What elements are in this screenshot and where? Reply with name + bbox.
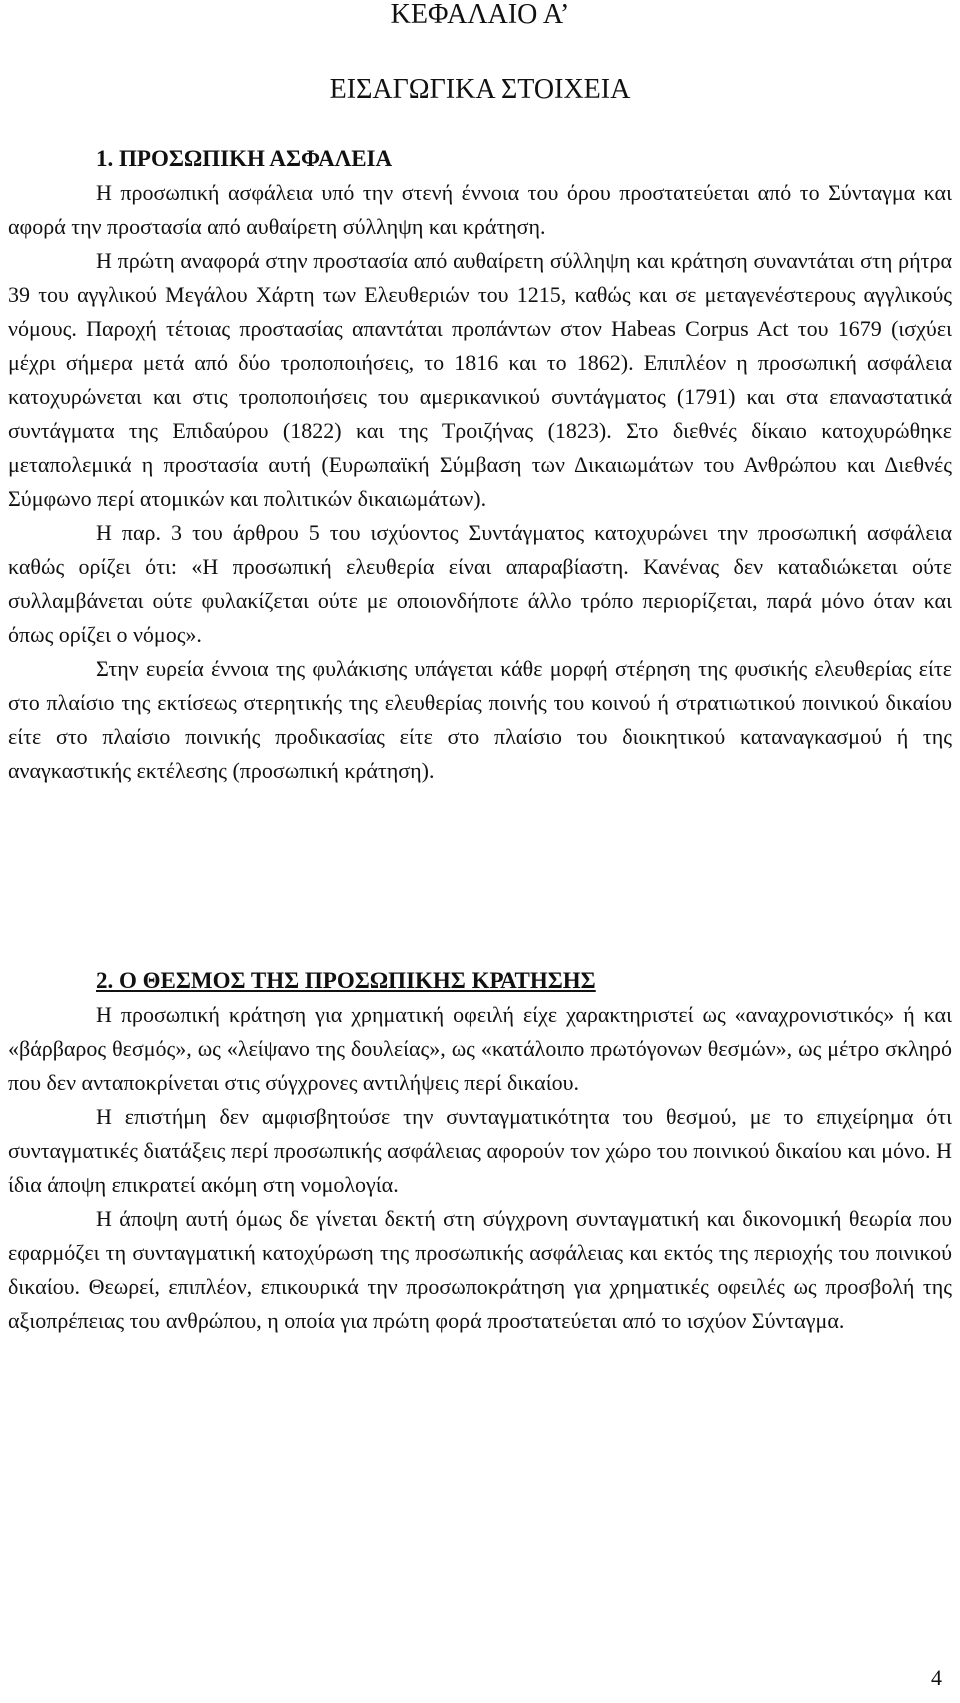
section-heading: 1. ΠΡΟΣΩΠΙΚΗ ΑΣΦΑΛΕΙΑ <box>96 146 393 171</box>
paragraph: Η προσωπική κράτηση για χρηματική οφειλή είχε χαρακτηριστεί ως «αναχρονιστικός» ή και «βάρβαρος θεσμός», ως «λείψανο της δουλείας», ως «κατάλοιπο πρωτόγονων θεσμών», ως μέτρο σκληρό που δεν ανταποκρίνεται στις σύγχρονες αντιλήψεις περί δικαίου. <box>8 1002 952 1095</box>
section-personal-detention <box>8 964 952 1338</box>
paragraph: Η άποψη αυτή όμως δε γίνεται δεκτή στη σύγχρονη συνταγματική και δικονομική θεωρία που εφαρμόζει τη συνταγματική κατοχύρωση της προσωπικής ασφάλειας και εκτός της περιοχής του ποινικού δικαίου. Θεωρεί, επιπλέον, επικουρικά την προσωποκράτηση για χρηματικές οφειλές ως προσβολή της αξιοπρέπειας του ανθρώπου, η οποία για πρώτη φορά προστατεύεται από το ισχύον Σύνταγμα. <box>8 1206 952 1333</box>
paragraph: Η προσωπική ασφάλεια υπό την στενή έννοια του όρου προστατεύεται από το Σύνταγμα και αφορά την προστασία από αυθαίρετη σύλληψη και κράτηση. <box>8 180 952 239</box>
page-number: 4 <box>931 1665 942 1690</box>
paragraph: Η πρώτη αναφορά στην προστασία από αυθαίρετη σύλληψη και κράτηση συναντάται στη ρήτρα 39 του αγγλικού Μεγάλου Χάρτη των Ελευθεριών του 1215, καθώς και σε μεταγενέστερους αγγλικούς νόμους. Παροχή τέτοιας προστασίας απαντάται προπάντων στον Habeas Corpus Act του 1679 (ισχύει μέχρι σήμερα μετά από δύο τροποποιήσεις, το 1816 και το 1862). Επιπλέον η προσωπική ασφάλεια κατοχυρώνεται και στις τροποποιήσεις του αμερικανικού συντάγματος (1791) και στα επαναστατικά συντάγματα της Επιδαύρου (1822) και της Τροιζήνας (1823). Στο διεθνές δίκαιο κατοχυρώθηκε μεταπολεμικά η προστασία αυτή (Ευρωπαϊκή Σύμβαση των Δικαιωμάτων του Ανθρώπου και Διεθνές Σύμφωνο περί ατομικών και πολιτικών δικαιωμάτων). <box>8 248 952 511</box>
paragraph: Η επιστήμη δεν αμφισβητούσε την συνταγματικότητα του θεσμού, με το επιχείρημα ότι συνταγματικές διατάξεις περί προσωπικής ασφάλειας αφορούν τον χώρο του ποινικού δικαίου και μόνο. Η ίδια άποψη επικρατεί ακόμη στη νομολογία. <box>8 1104 952 1197</box>
paragraph: Στην ευρεία έννοια της φυλάκισης υπάγεται κάθε μορφή στέρηση της φυσικής ελευθερίας είτε στο πλαίσιο της εκτίσεως στερητικής της ελευθερίας ποινής του κοινού ή στρατιωτικού ποινικού δικαίου είτε στο πλαίσιο ποινικής προδικασίας είτε στο πλαίσιο του διοικητικού καταναγκασμού ή της αναγκαστικής εκτέλεσης (προσωπική κράτηση). <box>8 656 952 783</box>
section-heading <box>8 964 952 998</box>
section-personal-security <box>8 142 952 788</box>
section-heading-text: 2. Ο ΘΕΣΜΟΣ ΤΗΣ ΠΡΟΣΩΠΙΚΗΣ ΚΡΑΤΗΣΗΣ <box>96 968 596 993</box>
chapter-title: ΚΕΦΑΛΑΙΟ Α’ <box>390 0 570 30</box>
chapter-subtitle: ΕΙΣΑΓΩΓΙΚΑ ΣΤΟΙΧΕΙΑ <box>329 74 631 105</box>
paragraph: Η παρ. 3 του άρθρου 5 του ισχύοντος Συντάγματος κατοχυρώνει την προσωπική ασφάλεια καθώς ορίζει ότι: «Η προσωπική ελευθερία είναι απαραβίαστη. Κανένας δεν καταδιώκεται ούτε συλλαμβάνεται ούτε φυλακίζεται ούτε με οποιονδήποτε άλλο τρόπο περιορίζεται, παρά μόνο όταν και όπως ορίζει ο νόμος». <box>8 520 952 647</box>
